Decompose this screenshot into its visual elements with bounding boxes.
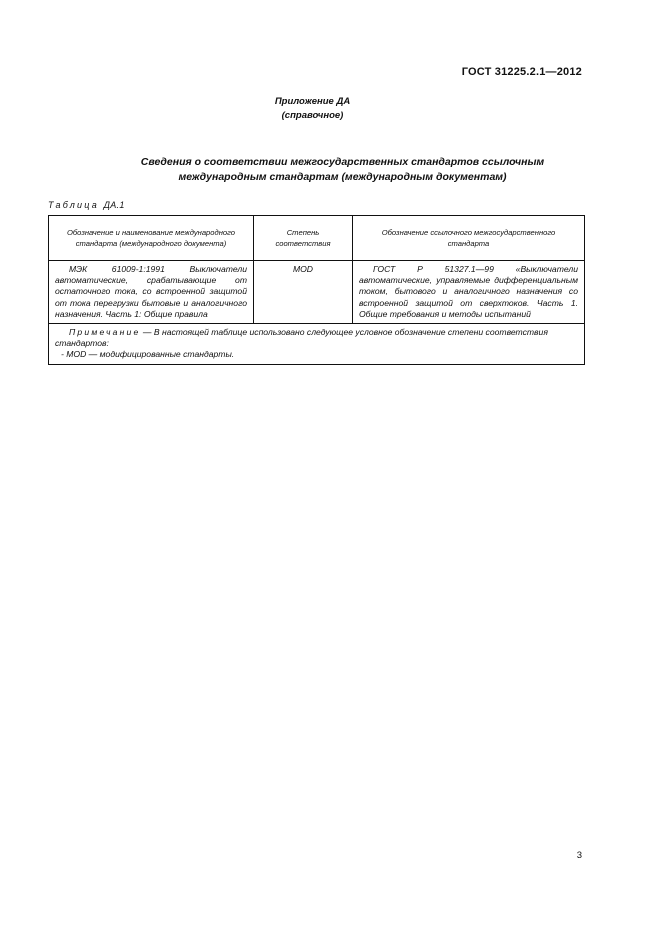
document-title <box>60 155 625 185</box>
note-item: - MOD — модифицированные стандарты. <box>61 349 235 360</box>
reference-standards-table <box>48 215 585 365</box>
note-text: — В настоящей таблице использовано следующее условное обозначение степени соответствия стандартов: <box>55 327 548 349</box>
appendix-heading <box>0 95 625 123</box>
table-header-row <box>49 216 585 261</box>
header-degree: Степень соответствия <box>254 216 353 261</box>
table-note <box>49 324 585 365</box>
header-gost-standard: Обозначение ссылочного межгосударственного стандарта <box>353 216 585 261</box>
document-title-line-1: Сведения о соответствии межгосударственных стандартов ссылочным <box>140 156 545 168</box>
cell-degree: MOD <box>254 261 353 324</box>
page-number: 3 <box>576 850 582 861</box>
table-note-row <box>49 324 585 365</box>
appendix-title: Приложение ДА <box>274 96 351 107</box>
table-caption <box>48 200 125 210</box>
note-text-block <box>55 327 578 349</box>
table-caption-word: Таблица <box>48 200 99 210</box>
cell-intl-standard: МЭК 61009-1:1991 Выключатели автоматические, срабатывающие от остаточного тока, со встроенной защитой от тока перегрузки бытовые и аналогичного назначения. Часть 1: Общие правила <box>49 261 254 324</box>
cell-gost-standard: ГОСТ Р 51327.1—99 «Выключатели автоматические, управляемые дифференциальным током, бытового и аналогичного назначения со встроенной защитой от сверхтоков. Часть 1. Общие требования и методы испытаний <box>353 261 585 324</box>
table-caption-number: ДА.1 <box>103 200 125 210</box>
header-intl-standard: Обозначение и наименование международного стандарта (международного документа) <box>49 216 254 261</box>
note-label: Примечание <box>69 327 141 338</box>
document-code: ГОСТ 31225.2.1—2012 <box>461 66 582 78</box>
appendix-subtitle: (справочное) <box>281 110 344 121</box>
table-row <box>49 261 585 324</box>
document-title-line-2: международным стандартам (международным документам) <box>178 171 507 183</box>
